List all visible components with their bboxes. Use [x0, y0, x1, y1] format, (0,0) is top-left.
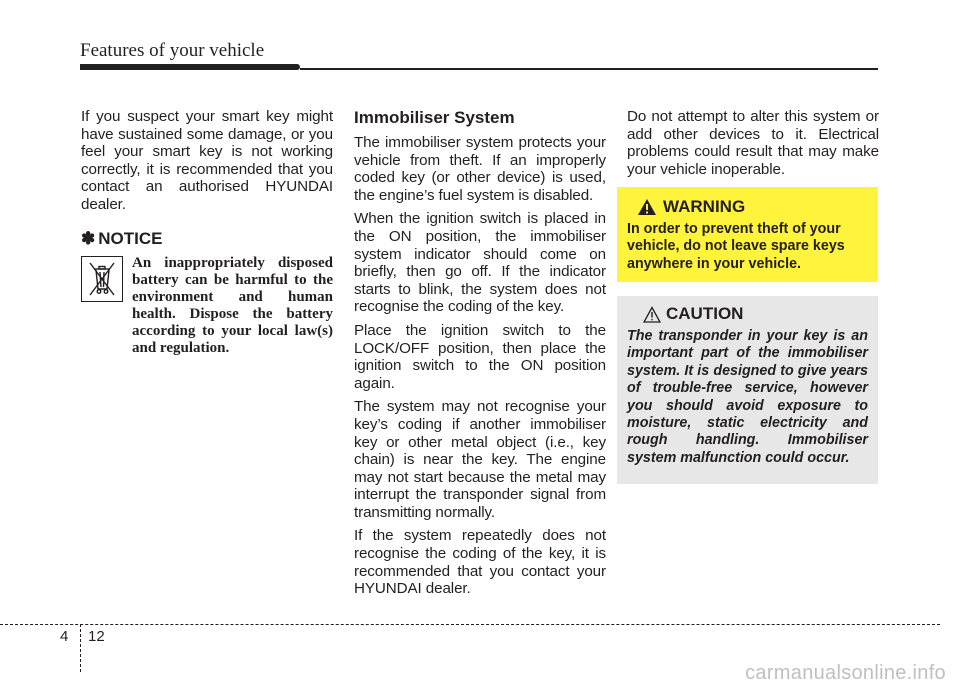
watermark-text: carmanualsonline.info	[745, 662, 946, 684]
footer-vertical-divider	[80, 624, 81, 672]
notice-star-icon: ✽	[81, 229, 96, 248]
page-number: 12	[88, 628, 105, 645]
immobiliser-paragraph: When the ignition switch is placed in the ON position, the immobiliser system indicator should come on briefly, then go off. If the indicator starts to blink, the system does not recognise the coding of the key.	[354, 210, 606, 316]
alteration-warning-paragraph: Do not attempt to alter this system or add other devices to it. Electrical problems could result that may make your vehicle inoperable.	[627, 108, 879, 178]
header-bar	[80, 64, 300, 70]
immobiliser-paragraph: The immobiliser system protects your vehicle from theft. If an improperly coded key (or other device) is used, the engine’s fuel system is disabled.	[354, 134, 606, 204]
notice-title: NOTICE	[98, 229, 163, 248]
warning-triangle-icon	[637, 198, 657, 216]
caution-box	[617, 296, 878, 484]
warning-heading	[637, 197, 868, 217]
header-rule	[300, 68, 878, 70]
warning-label: WARNING	[663, 197, 746, 216]
immobiliser-section-title: Immobiliser System	[354, 108, 515, 127]
caution-heading	[643, 304, 868, 324]
warning-text: In order to prevent theft of your vehicle, do not leave spare keys anywhere in your vehicle.	[627, 221, 845, 272]
crossed-out-wheelie-bin-icon	[81, 256, 123, 302]
caution-triangle-icon	[643, 306, 661, 323]
battery-disposal-notice-text: An inappropriately disposed battery can be harmful to the environment and human health. Dispose the battery according to your local law(s) and regulation.	[132, 255, 333, 357]
immobiliser-paragraph: If the system repeatedly does not recognise the coding of the key, it is recommended that you contact your HYUNDAI dealer.	[354, 527, 606, 598]
caution-text: The transponder in your key is an important part of the immobiliser system. It is designed to give years of trouble-free service, however you should avoid exposure to moisture, static electricity and rough handling. Immobiliser system malfunction could occur.	[627, 328, 868, 466]
notice-heading	[81, 228, 162, 250]
warning-box	[617, 187, 878, 282]
caution-label: CAUTION	[666, 304, 744, 323]
column-1	[81, 108, 333, 220]
immobiliser-paragraph: Place the ignition switch to the LOCK/OFF position, then place the ignition switch to the ON position again.	[354, 321, 606, 392]
column-2	[354, 108, 606, 604]
immobiliser-paragraph: The system may not recognise your key’s coding if another immobiliser key or other metal object (i.e., key chain) is near the key. The engine may not start because the metal may interrupt the transponder signal from transmitting normally.	[354, 398, 606, 521]
page-chapter-number: 4	[60, 628, 69, 645]
smart-key-damage-paragraph: If you suspect your smart key might have sustained some damage, or you feel your smart key is not working correctly, it is recommended that you contact an authorised HYUNDAI dealer.	[81, 108, 333, 213]
column-3	[627, 108, 879, 184]
header-title: Features of your vehicle	[80, 40, 265, 61]
footer-divider	[0, 624, 940, 625]
